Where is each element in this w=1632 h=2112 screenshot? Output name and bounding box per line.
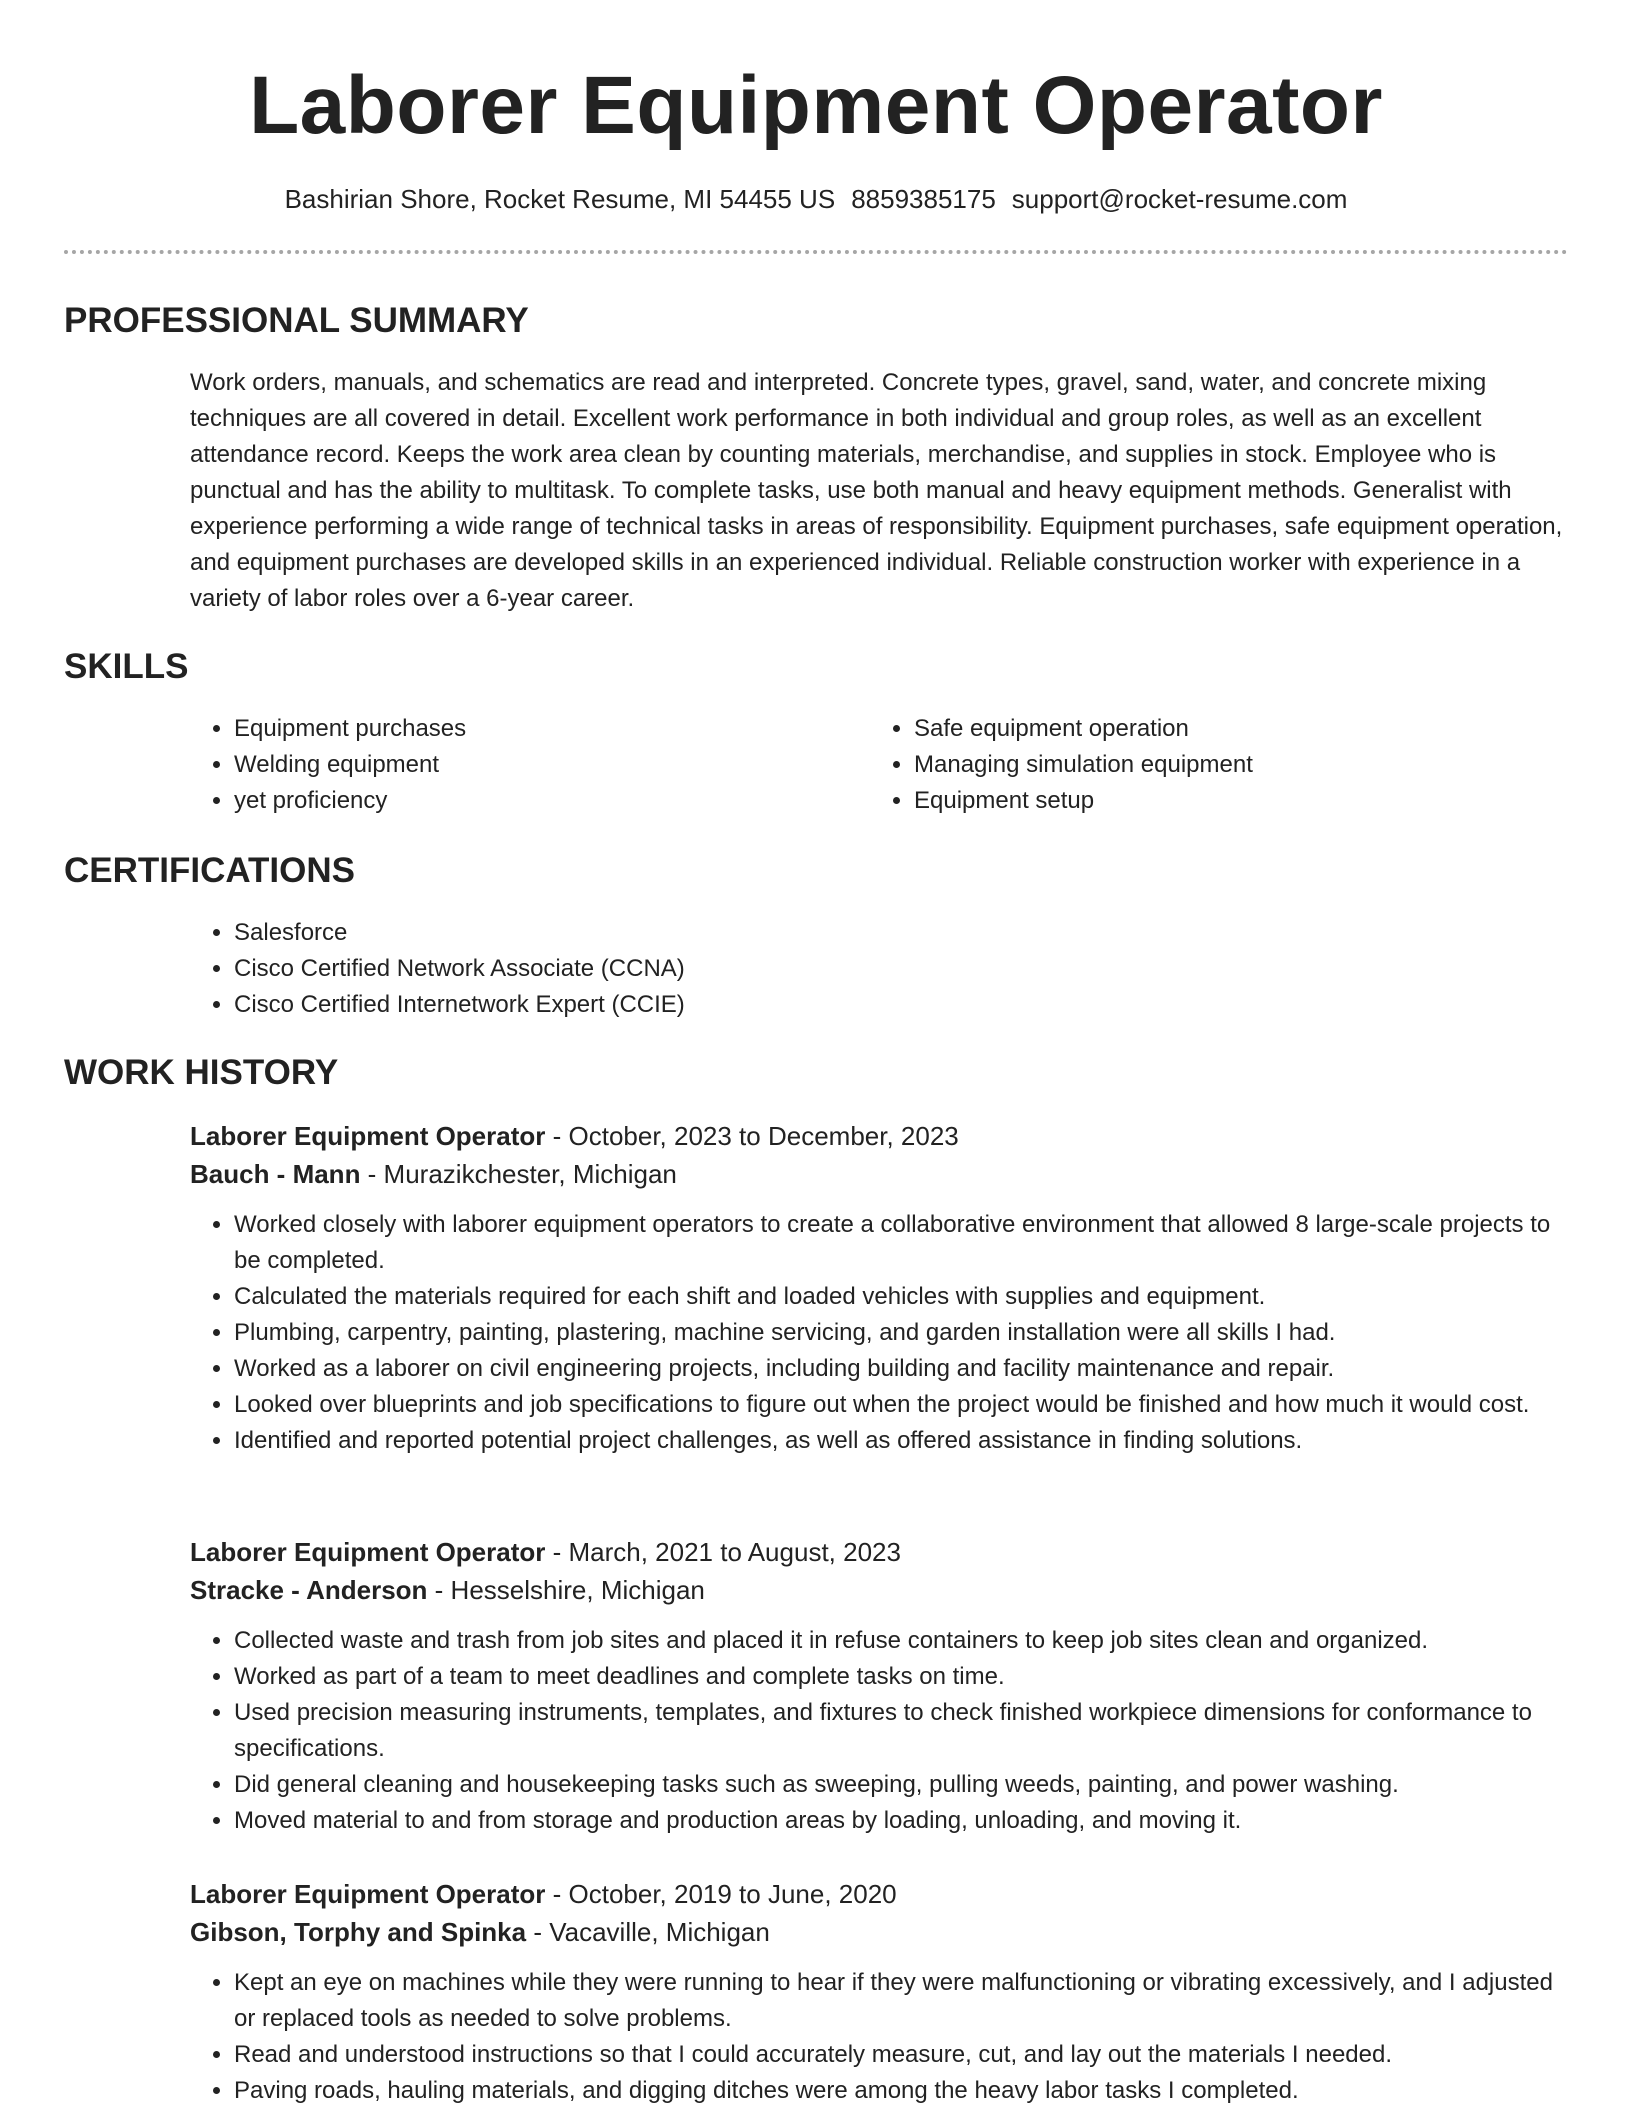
certifications-list — [190, 915, 1570, 1023]
job-location: - Vacaville, Michigan — [526, 1917, 770, 1947]
job-duty: • Calculated the materials required for each shift and loaded vehicles with supplies and equipment. — [234, 1279, 1570, 1315]
contact-phone: 8859385175 — [851, 184, 996, 214]
job-company-line — [190, 1155, 1570, 1193]
job-duty: • Worked as a laborer on civil engineering projects, including building and facility maintenance and repair. — [234, 1351, 1570, 1387]
job-duties-list — [190, 1623, 1570, 1839]
contact-email: support@rocket-resume.com — [1011, 184, 1348, 214]
skills-column-right — [870, 711, 1550, 819]
job-duty: • Did general cleaning and housekeeping tasks such as sweeping, pulling weeds, painting, and power washing. — [234, 1767, 1570, 1803]
job-duty: • Read and understood instructions so that I could accurately measure, cut, and lay out the materials I needed. — [234, 2037, 1570, 2073]
job-duty: • Looked over blueprints and job specifications to figure out when the project would be finished and how much it would cost. — [234, 1387, 1570, 1423]
job-dates: - October, 2023 to December, 2023 — [545, 1121, 959, 1151]
job-role: Laborer Equipment Operator — [190, 1537, 546, 1567]
skill-item: • Equipment purchases — [234, 711, 870, 747]
job-duty: • Worked as part of a team to meet deadlines and complete tasks on time. — [234, 1659, 1570, 1695]
job-entry — [190, 1117, 1570, 1459]
job-duty: • Kept an eye on machines while they were running to hear if they were malfunctioning or vibrating excessively, and I adjusted or replaced tools as needed to solve problems. — [234, 1965, 1570, 2037]
job-duty: • Plumbing, carpentry, painting, plastering, machine servicing, and garden installation were all skills I had. — [234, 1315, 1570, 1351]
skill-item: • Safe equipment operation — [914, 711, 1550, 747]
skills-column-left — [190, 711, 870, 819]
contact-address: Bashirian Shore, Rocket Resume, MI 54455 US — [284, 184, 836, 214]
skills-list-left — [190, 711, 870, 819]
job-role: Laborer Equipment Operator — [190, 1879, 546, 1909]
job-duties-list — [190, 1965, 1570, 2109]
job-duty: • Paving roads, hauling materials, and digging ditches were among the heavy labor tasks I completed. — [234, 2073, 1570, 2109]
job-company-line — [190, 1913, 1570, 1951]
job-duty: • Used precision measuring instruments, templates, and fixtures to check finished workpiece dimensions for conformance to specifications. — [234, 1695, 1570, 1767]
job-entry — [190, 1533, 1570, 1839]
work-history-heading: WORK HISTORY — [64, 1053, 339, 1092]
job-role: Laborer Equipment Operator — [190, 1121, 546, 1151]
skills-list-right — [870, 711, 1550, 819]
summary-text: Work orders, manuals, and schematics are read and interpreted. Concrete types, gravel, sand, water, and concrete mixing techniques are all covered in detail. Excellent work performance in both individual and group roles, as well as an excellent attendance record. Keeps the work area clean by counting materials, merchandise, and supplies in stock. Employee who is punctual and has the ability to multitask. To complete tasks, use both manual and heavy equipment methods. Generalist with experience performing a wide range of technical tasks in areas of responsibility. Equipment purchases, safe equipment operation, and equipment purchases are developed skills in an experienced individual. Reliable construction worker with experience in a variety of labor roles over a 6-year career. — [190, 369, 1563, 612]
job-company: Stracke - Anderson — [190, 1575, 428, 1605]
certification-item: • Cisco Certified Internetwork Expert (CCIE) — [234, 987, 1570, 1023]
job-dates: - October, 2019 to June, 2020 — [545, 1879, 897, 1909]
job-company: Bauch - Mann — [190, 1159, 361, 1189]
skill-item: • Managing simulation equipment — [914, 747, 1550, 783]
skills-heading: SKILLS — [64, 647, 189, 686]
candidate-name: Laborer Equipment Operator — [249, 60, 1383, 151]
header-divider — [64, 250, 1568, 254]
job-company-line — [190, 1571, 1570, 1609]
job-duty: • Identified and reported potential project challenges, as well as offered assistance in finding solutions. — [234, 1423, 1570, 1459]
job-entry — [190, 1875, 1570, 2109]
skill-item: • Equipment setup — [914, 783, 1550, 819]
certification-item: • Cisco Certified Network Associate (CCNA) — [234, 951, 1570, 987]
job-company: Gibson, Torphy and Spinka — [190, 1917, 527, 1947]
job-duty: • Worked closely with laborer equipment operators to create a collaborative environment that allowed 8 large-scale projects to be completed. — [234, 1207, 1570, 1279]
skill-item: • Welding equipment — [234, 747, 870, 783]
job-duties-list — [190, 1207, 1570, 1459]
certifications-block — [190, 915, 1570, 1023]
certification-item: • Salesforce — [234, 915, 1570, 951]
job-title-line — [190, 1117, 1570, 1155]
job-title-line — [190, 1875, 1570, 1913]
contact-line — [0, 183, 1632, 215]
job-dates: - March, 2021 to August, 2023 — [545, 1537, 901, 1567]
job-title-line — [190, 1533, 1570, 1571]
summary-heading: PROFESSIONAL SUMMARY — [64, 301, 529, 340]
job-duty: • Collected waste and trash from job sites and placed it in refuse containers to keep job sites clean and organized. — [234, 1623, 1570, 1659]
job-location: - Murazikchester, Michigan — [360, 1159, 677, 1189]
job-location: - Hesselshire, Michigan — [427, 1575, 705, 1605]
certifications-heading: CERTIFICATIONS — [64, 851, 356, 890]
job-duty: • Moved material to and from storage and production areas by loading, unloading, and moving it. — [234, 1803, 1570, 1839]
skill-item: • yet proficiency — [234, 783, 870, 819]
